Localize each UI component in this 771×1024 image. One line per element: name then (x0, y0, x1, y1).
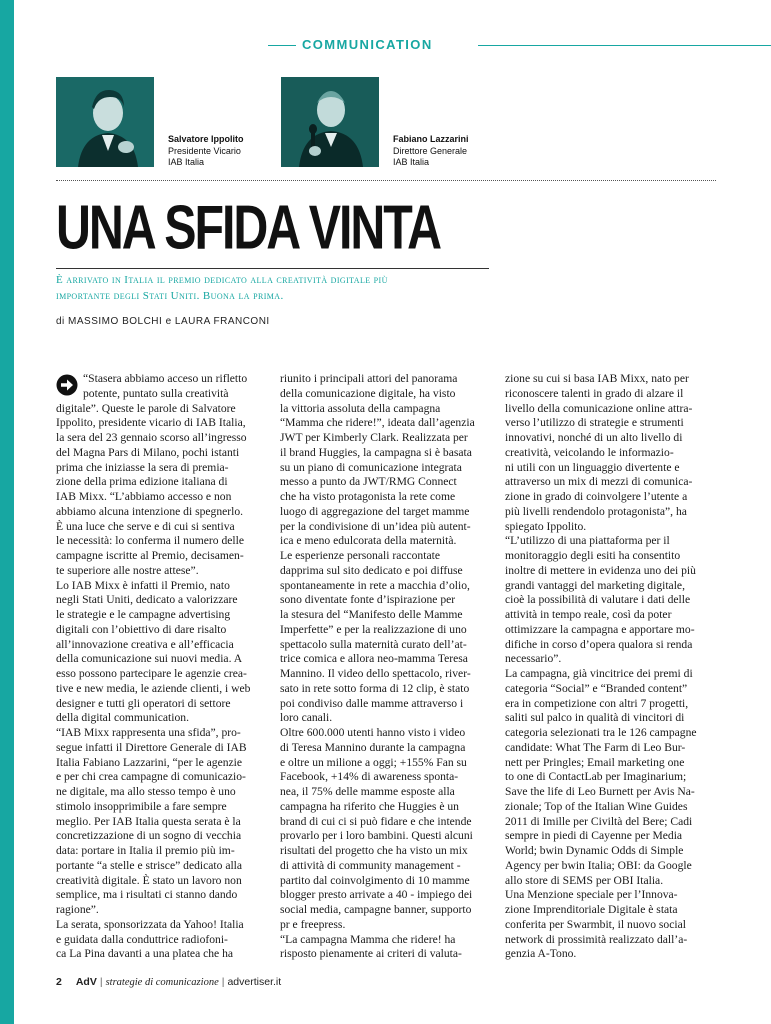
person-org: IAB Italia (168, 157, 205, 167)
article-line: Imperfette” e per la realizzazione di uno (280, 622, 467, 636)
section-label: COMMUNICATION (302, 37, 433, 52)
article-line: brand di cui ci si può fidare e che intende (280, 814, 472, 828)
article-line: di Teresa Mannino durante la campagna (280, 740, 466, 754)
article-column-1 (56, 372, 250, 962)
site-url: advertiser.it (227, 976, 282, 988)
article-line: che ha visto protagonista la rete come (280, 490, 456, 503)
article-line: attraverso un mix di mezzi di comunica- (505, 475, 693, 489)
article-line: necessario”. (505, 652, 562, 666)
article-line: categoria “Social” e “Branded content” (505, 681, 688, 695)
person-name: Fabiano Lazzarini (393, 134, 469, 144)
section-rule-left (268, 45, 296, 46)
article-line: di attività di community management - (280, 858, 461, 872)
deck-line: importante degli Stati Uniti. Buona la prima. (56, 290, 284, 302)
page-number: 2 (56, 976, 62, 988)
article-line: dapprima sul sito dedicato e poi diffuse (280, 563, 463, 577)
article-line: il brand Huggies, la campagna si è basata (280, 445, 472, 459)
article-line: “La campagna Mamma che ridere! ha (280, 932, 456, 946)
article-line: 2011 di Imille per Civiltà del Bere; Cadi (505, 814, 693, 828)
article-line: potente, puntato sulla creatività (83, 386, 229, 400)
article-line: più livelli rendendolo protagonista”, ha (505, 504, 687, 518)
article-line: attività in tempo reale, così da poter (505, 608, 672, 621)
article-line: stimolo insopprimibile a fare sempre (56, 799, 227, 813)
deck-line: È arrivato in Italia il premio dedicato alla creatività digitale più (56, 274, 388, 286)
article-line: campagna ha riferito che Huggies è un (280, 799, 459, 813)
article-line: spiegato Ippolito. (505, 519, 587, 533)
article-line: zionale; Top of the Italian Wine Guides (505, 799, 688, 813)
article-line: prima che iniziasse la sera di premia- (56, 460, 229, 474)
article-line: “L’utilizzo di una piattaforma per il (505, 534, 670, 548)
article-line: risposto pienamente ai criteri di valuta- (280, 947, 462, 961)
article-line: JWT per Kimberly Clark. Realizzata per (280, 431, 468, 444)
article-line: spettacolo sulla maternità curato dell’at- (280, 637, 467, 651)
article-line: data: portare in Italia il premio più im- (56, 844, 235, 857)
article-line: la stesura del “Manifesto delle Mamme (280, 608, 463, 621)
person-role: Direttore Generale (393, 145, 468, 156)
article-line: su un piano di comunicazione integrata (280, 460, 462, 474)
brand-tagline: strategie di comunicazione (105, 977, 219, 988)
portrait-photo-ippolito (56, 77, 154, 167)
article-line: digitale”. Queste le parole di Salvatore (56, 401, 236, 415)
article-line: risultati del progetto che ha visto un mix (280, 844, 468, 857)
article-line: partito dal coinvolgimento di 10 mamme (280, 873, 470, 887)
article-line: grandi vantaggi del marketing digitale, (505, 578, 685, 592)
article-line: ragione”. (56, 903, 99, 916)
headline: UNA SFIDA VINTA (56, 193, 441, 263)
article-line: negli Stati Uniti, dedicato a valorizzare (56, 593, 238, 607)
article-line: campagne iscritte al Premio, decisamen- (56, 549, 244, 562)
article-line: allo store di SEMS per OBI Italia. (505, 873, 664, 887)
article-line: Save the life di Leo Burnett per Avis Na- (505, 785, 695, 798)
article-line: La serata, sponsorizzata da Yahoo! Italia (56, 917, 244, 931)
article-line: “IAB Mixx rappresenta una sfida”, pro- (56, 726, 241, 739)
portrait-photo-lazzarini (281, 77, 379, 167)
article-line: Italia Fabiano Lazzarini, “per le agenzie (56, 755, 243, 769)
article-line: trice comica e allora neo-mamma Teresa (280, 652, 468, 666)
article-line: innovativi, nonché di un alto livello di (505, 431, 683, 444)
article-line: pr e freepress. (280, 917, 346, 931)
article-line: te superiore alle nostre attese”. (56, 563, 199, 577)
article-line: inoltre di mettere in evidenza uno dei più (505, 563, 696, 577)
article-line: Oltre 600.000 utenti hanno visto i video (280, 726, 466, 739)
byline: di MASSIMO BOLCHI e LAURA FRANCONI (56, 316, 270, 327)
article-line: Lo IAB Mixx è infatti il Premio, nato (56, 578, 230, 592)
article-line: riunito i principali attori del panorama (280, 372, 458, 385)
article-column-2 (280, 372, 475, 962)
article-line: È una luce che serve e di cui si sentiva (56, 519, 235, 533)
article-line: creatività digitale. È stato un lavoro non (56, 873, 242, 887)
article-line: ne digitale, ma allo stesso tempo è uno (56, 785, 236, 798)
article-line: meglio. Per IAB Italia questa serata è la (56, 814, 241, 828)
article-line: abbiamo alcuna intenzione di spegnerlo. (56, 504, 244, 518)
article-line: zione della prima edizione italiana di (56, 475, 228, 489)
article-line: categoria selezionati tra le 126 campagne (505, 726, 697, 739)
article-line: e per chi crea campagne di comunicazio- (56, 770, 246, 784)
article-line: tive e new media, le aziende clienti, i web (56, 681, 251, 695)
article-line: ica e meno edulcorata della maternità. (280, 534, 457, 548)
footer-separator: | (99, 976, 103, 988)
caption-ippolito (168, 134, 244, 169)
article-line: “Stasera abbiamo acceso un rifletto (83, 372, 248, 385)
article-line: zione in grado di coinvolgere l’utente a (505, 490, 688, 503)
article-line: cioè la possibilità di valutare i dati delle (505, 593, 691, 607)
article-line: Ippolito, presidente vicario di IAB Italia, (56, 416, 246, 430)
article-line: loro canali. (280, 711, 333, 725)
article-line: La campagna, già vincitrice dei premi di (505, 667, 693, 680)
page-edge-bar (0, 0, 14, 1024)
article-line: e oltre un milione a oggi; +155% Fan su (280, 755, 467, 769)
deck (56, 272, 496, 304)
article-line: conferita per Swarmbit, il nuovo social (505, 917, 686, 931)
article-line: ca La Pina davanti a una platea che ha (56, 947, 234, 961)
article-line: zione su cui si basa IAB Mixx, nato per (505, 372, 689, 385)
article-line: concretizzazione di un sogno di vecchia (56, 829, 242, 843)
article-line: esso possono partecipare le agenzie crea- (56, 667, 247, 680)
article-line: World; bwin Dynamic Odds di Simple (505, 844, 684, 857)
article-line: creatività, veicolando le informazio- (505, 445, 674, 459)
article-line: della comunicazione digitale, ha visto (280, 386, 456, 400)
article-line: network di prossimità realizzato dall’a- (505, 932, 688, 946)
article-line: la sera del 23 gennaio scorso all’ingresso (56, 431, 247, 444)
article-line: per la condivisione di un’idea più autent- (280, 519, 471, 533)
article-line: genzia A-Tono. (505, 947, 577, 961)
article-line: saliti sul palco in qualità di vincitori di (505, 711, 685, 725)
headline-rule (56, 268, 489, 269)
article-line: messo a punto da JWT/RMG Connect (280, 475, 457, 489)
article-line: sono diventate fonte d’ispirazione per (280, 593, 456, 607)
article-line: ottimizzare la campagna e apportare mo- (505, 622, 695, 636)
article-line: luogo di aggregazione del target mamme (280, 504, 470, 518)
article-line: all’innovazione creativa e all’efficacia (56, 637, 234, 651)
article-line: riconoscere talenti in grado di alzare il (505, 386, 684, 400)
person-role: Presidente Vicario (168, 145, 241, 156)
footer-separator: | (221, 976, 225, 988)
article-line: IAB Mixx. “L’abbiamo accesso e non (56, 490, 232, 503)
article-line: Le esperienze personali raccontate (280, 549, 440, 562)
section-rule-right (478, 45, 771, 46)
article-line: zione Imprenditoriale Digitale è stata (505, 903, 678, 916)
article-line: nett per Pringles; Email marketing one (505, 755, 685, 769)
article-line: difiche in corso d’opera qualora si renda (505, 637, 693, 651)
article-line: Facebook, +14% di awareness sponta- (280, 770, 459, 784)
article-line: nea, il 75% delle mamme esposte alla (280, 785, 455, 798)
article-line: spontaneamente in rete a macchia d’olio, (280, 578, 470, 592)
brand-name: AdV (75, 976, 97, 988)
article-line: le necessità: lo conferma il numero delle (56, 534, 245, 548)
article-line: “Mamma che ridere!”, ideata dall’agenzia (280, 416, 475, 430)
article-line: sato in rete sotto forma di 12 clip, è stato (280, 681, 470, 695)
article-line: la vittoria assoluta della campagna (280, 401, 441, 415)
article-line: le strategie e le campagne advertising (56, 608, 231, 621)
article-line: Mannino. Il video dello spettacolo, river- (280, 667, 471, 680)
article-line: Una Menzione speciale per l’Innova- (505, 888, 678, 902)
article-line: digitali con l’obiettivo di dare risalto (56, 622, 227, 636)
article-line: designer e tutti gli operatori di settore (56, 696, 231, 710)
article-line: segue infatti il Direttore Generale di IAB (56, 740, 247, 754)
article-line: era in competizione con altri 7 progetti, (505, 696, 689, 710)
article-line: blogger presto arrivate a 40 - impiego dei (280, 888, 473, 902)
article-line: monitoraggio degli esiti ha consentito (505, 549, 681, 562)
caption-lazzarini (393, 134, 469, 169)
person-org: IAB Italia (393, 157, 430, 167)
person-name: Salvatore Ippolito (168, 134, 244, 144)
article-line: Agency per bwin Italia; OBI: da Google (505, 858, 692, 872)
dotted-divider (56, 180, 716, 181)
article-column-3 (505, 372, 697, 962)
article-line: verso l’utilizzo di strategie e strumenti (505, 416, 684, 430)
article-line: poi condiviso dalle mamme attraverso i (280, 696, 464, 710)
article-line: semplice, ma i risultati ci stanno dando (56, 888, 238, 902)
article-line: sempre in piedi di Cayenne per Media (505, 829, 683, 843)
article-line: portante “a stelle e strisce” dedicato alla (56, 858, 243, 872)
article-line: provarlo per i loro bambini. Questi alcuni (280, 829, 473, 843)
article-line: e guidata dalla conduttrice radiofoni- (56, 932, 228, 946)
page-footer (56, 976, 281, 988)
article-line: ni utili con un linguaggio divertente e (505, 460, 680, 474)
article-line: candidate: What The Farm di Leo Bur- (505, 740, 686, 754)
article-line: della digital communication. (56, 711, 189, 725)
article-line: social media, campagne banner, supporto (280, 903, 472, 916)
article-line: to one di ContactLab per Imaginarium; (505, 770, 687, 784)
article-line: del Magna Pars di Milano, pochi istanti (56, 445, 240, 459)
article-line: livello della comunicazione online attra- (505, 401, 693, 415)
article-line: della comunicazione sui nuovi media. A (56, 652, 243, 666)
